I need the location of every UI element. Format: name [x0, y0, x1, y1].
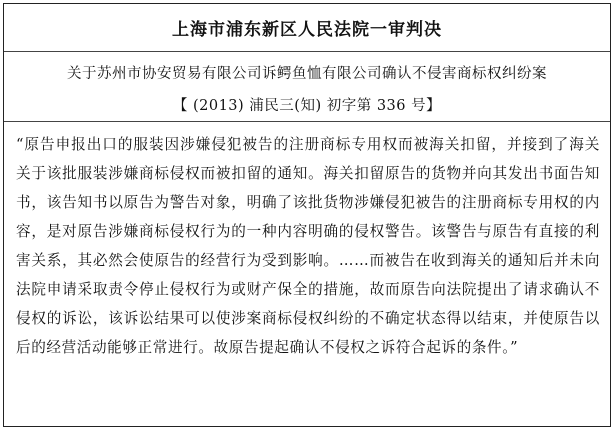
title-row: [4, 4, 610, 52]
case-header-row: [4, 52, 610, 122]
judgment-box: [3, 3, 611, 427]
case-name: 关于苏州市协安贸易有限公司诉鳄鱼恤有限公司确认不侵害商标权纠纷案: [67, 66, 547, 82]
page-title: 上海市浦东新区人民法院一审判决: [172, 20, 442, 40]
judgment-quote: “原告申报出口的服装因涉嫌侵犯被告的注册商标专用权而被海关扣留，并接到了海关关于该批服装涉嫌商标侵权而被扣留的通知。海关扣留原告的货物并向其发出书面告知书，该告知书以原告为警告对象，明确了该批货物涉嫌侵犯被告的注册商标专用权的内容，是对原告涉嫌商标侵权行为的一种内容明确的侵权警告。该警告与原告有直接的利害关系，其必然会使原告的经营行为受到影响。……而被告在收到海关的通知后并未向法院申请采取责令停止侵权行为或财产保全的措施，故而原告向法院提出了请求确认不侵权的诉讼，该诉讼结果可以使涉案商标侵权纠纷的不确定状态得以结束，并使原告以后的经营活动能够正常进行。故原告提起确认不侵权之诉符合起诉的条件。”: [16, 136, 600, 356]
case-number: 【 (2013) 浦民三(知) 初字第 336 号】: [172, 98, 442, 114]
